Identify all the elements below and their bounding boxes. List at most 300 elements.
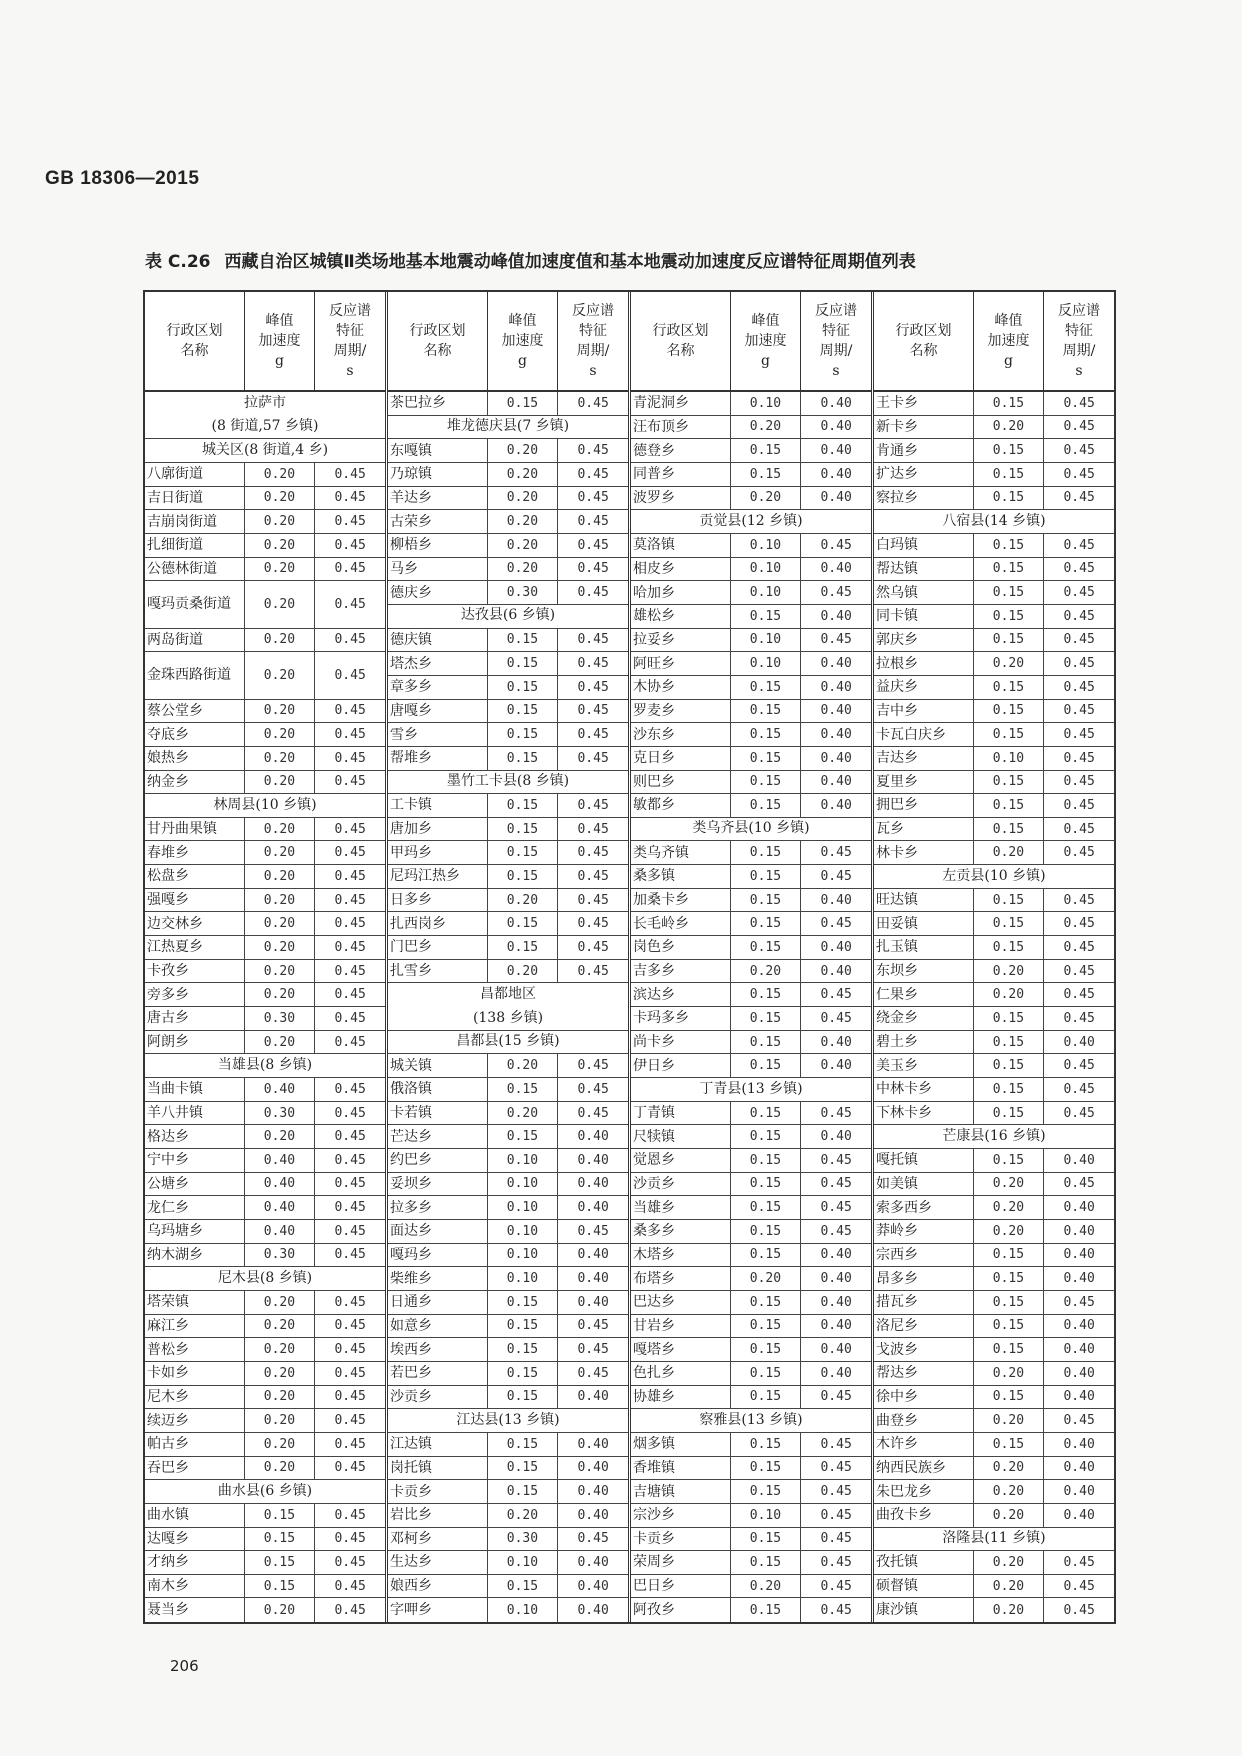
division-name: 拉妥乡 xyxy=(631,629,731,652)
division-name: 边交林乡 xyxy=(145,912,245,935)
table-row xyxy=(874,463,1114,487)
division-name: 城关镇 xyxy=(388,1054,488,1077)
peak-acceleration: 0.20 xyxy=(245,747,316,770)
table-row xyxy=(145,936,385,960)
table-row xyxy=(145,1031,385,1055)
division-name: 木协乡 xyxy=(631,676,731,699)
table-row xyxy=(388,558,628,582)
characteristic-period: 0.45 xyxy=(334,1413,366,1429)
peak-acceleration: 0.15 xyxy=(731,889,802,912)
region-group-label: 达孜县(6 乡镇) xyxy=(460,607,556,624)
division-name: 烟多镇 xyxy=(631,1433,731,1456)
peak-acceleration: 0.15 xyxy=(245,1528,316,1551)
characteristic-period: 0.40 xyxy=(577,1271,609,1287)
region-group-row xyxy=(874,510,1114,534)
division-name: 相皮乡 xyxy=(631,558,731,581)
table-row xyxy=(145,652,385,699)
characteristic-period: 0.40 xyxy=(577,1507,609,1523)
characteristic-period: 0.45 xyxy=(820,1010,852,1026)
table-row xyxy=(874,676,1114,700)
characteristic-period: 0.45 xyxy=(820,845,852,861)
division-name: 娘热乡 xyxy=(145,747,245,770)
peak-acceleration: 0.15 xyxy=(731,1315,802,1338)
table-row xyxy=(388,960,628,984)
characteristic-period: 0.45 xyxy=(577,1105,609,1121)
characteristic-period: 0.40 xyxy=(820,466,852,482)
table-row xyxy=(874,1598,1114,1622)
characteristic-period: 0.45 xyxy=(820,632,852,648)
characteristic-period: 0.40 xyxy=(577,1460,609,1476)
table-row xyxy=(145,558,385,582)
peak-acceleration: 0.20 xyxy=(245,865,316,888)
division-name: 扎雪乡 xyxy=(388,960,488,983)
division-name: 嘎塔乡 xyxy=(631,1338,731,1361)
characteristic-period: 0.40 xyxy=(820,1271,852,1287)
table-row xyxy=(874,1196,1114,1220)
peak-acceleration: 0.20 xyxy=(974,960,1045,983)
table-row xyxy=(631,1054,871,1078)
peak-acceleration: 0.20 xyxy=(488,534,559,557)
peak-acceleration: 0.15 xyxy=(974,1149,1045,1172)
characteristic-period: 0.45 xyxy=(1063,1578,1095,1594)
table-row xyxy=(631,1575,871,1599)
characteristic-period: 0.45 xyxy=(1063,395,1095,411)
characteristic-period: 0.45 xyxy=(820,1176,852,1192)
division-name: 普松乡 xyxy=(145,1338,245,1361)
table-row xyxy=(631,392,871,416)
table-row xyxy=(631,1173,871,1197)
peak-acceleration: 0.20 xyxy=(245,1386,316,1409)
table-column xyxy=(871,292,1114,1622)
division-name: 尼玛江热乡 xyxy=(388,865,488,888)
peak-acceleration: 0.15 xyxy=(488,392,559,415)
table-row xyxy=(388,1598,628,1622)
table-row xyxy=(874,1504,1114,1528)
peak-acceleration: 0.15 xyxy=(731,1102,802,1125)
division-name: 当雄乡 xyxy=(631,1196,731,1219)
characteristic-period: 0.40 xyxy=(820,656,852,672)
table-row xyxy=(388,1528,628,1552)
peak-acceleration: 0.20 xyxy=(245,960,316,983)
characteristic-period: 0.45 xyxy=(334,537,366,553)
table-row xyxy=(631,652,871,676)
peak-acceleration: 0.20 xyxy=(488,487,559,510)
table-row xyxy=(145,510,385,534)
peak-acceleration: 0.15 xyxy=(731,700,802,723)
peak-acceleration: 0.15 xyxy=(974,1433,1045,1456)
table-row xyxy=(145,912,385,936)
peak-acceleration: 0.15 xyxy=(488,912,559,935)
peak-acceleration: 0.20 xyxy=(731,487,802,510)
table-title xyxy=(145,247,930,272)
table-row xyxy=(388,889,628,913)
characteristic-period: 0.45 xyxy=(334,596,366,612)
region-group-label: 芒康县(16 乡镇) xyxy=(942,1127,1046,1144)
table-row xyxy=(874,629,1114,653)
characteristic-period: 0.45 xyxy=(1063,1294,1095,1310)
characteristic-period: 0.45 xyxy=(820,1152,852,1168)
division-name: 卡孜乡 xyxy=(145,960,245,983)
peak-acceleration: 0.15 xyxy=(974,629,1045,652)
region-group-label: 类乌齐县(10 乡镇) xyxy=(692,820,810,837)
peak-acceleration: 0.20 xyxy=(731,1267,802,1290)
table-row xyxy=(874,1409,1114,1433)
division-name: 木许乡 xyxy=(874,1433,974,1456)
characteristic-period: 0.45 xyxy=(820,1460,852,1476)
region-group-row xyxy=(874,865,1114,889)
table-row xyxy=(874,416,1114,440)
division-name: 扩达乡 xyxy=(874,463,974,486)
peak-acceleration: 0.20 xyxy=(488,889,559,912)
table-row xyxy=(388,1149,628,1173)
seismic-parameter-table xyxy=(143,290,1116,1624)
division-name: 如美镇 xyxy=(874,1173,974,1196)
table-caption: 西藏自治区城镇Ⅱ类场地基本地震动峰值加速度值和基本地震动加速度反应谱特征周期值列表 xyxy=(224,252,916,272)
division-name: 帕古乡 xyxy=(145,1433,245,1456)
table-row xyxy=(145,1433,385,1457)
table-row xyxy=(874,1220,1114,1244)
table-row xyxy=(874,1362,1114,1386)
region-group-row xyxy=(145,439,385,463)
peak-acceleration: 0.15 xyxy=(731,1386,802,1409)
peak-acceleration: 0.15 xyxy=(974,581,1045,604)
division-name: 唐古乡 xyxy=(145,1007,245,1030)
header-peak-acceleration: 峰值 加速度 g xyxy=(245,292,315,390)
characteristic-period: 0.45 xyxy=(577,656,609,672)
characteristic-period: 0.45 xyxy=(334,774,366,790)
table-row xyxy=(388,392,628,416)
division-name: 觉恩乡 xyxy=(631,1149,731,1172)
characteristic-period: 0.45 xyxy=(577,443,609,459)
characteristic-period: 0.45 xyxy=(334,490,366,506)
peak-acceleration: 0.15 xyxy=(731,1244,802,1267)
table-row xyxy=(388,581,628,605)
peak-acceleration: 0.15 xyxy=(974,794,1045,817)
table-row xyxy=(874,983,1114,1007)
division-name: 敏都乡 xyxy=(631,794,731,817)
peak-acceleration: 0.10 xyxy=(731,392,802,415)
table-row xyxy=(145,960,385,984)
peak-acceleration: 0.20 xyxy=(245,1031,316,1054)
table-row xyxy=(388,629,628,653)
characteristic-period: 0.45 xyxy=(1063,845,1095,861)
region-group-label: 拉萨市 xyxy=(244,394,286,411)
characteristic-period: 0.45 xyxy=(820,1578,852,1594)
peak-acceleration: 0.40 xyxy=(245,1149,316,1172)
division-name: 邓柯乡 xyxy=(388,1528,488,1551)
table-row xyxy=(631,1315,871,1339)
table-row xyxy=(631,1480,871,1504)
table-row xyxy=(388,1054,628,1078)
division-name: 约巴乡 xyxy=(388,1149,488,1172)
characteristic-period: 0.45 xyxy=(334,1152,366,1168)
characteristic-period: 0.45 xyxy=(820,1436,852,1452)
characteristic-period: 0.45 xyxy=(1063,679,1095,695)
table-row xyxy=(145,865,385,889)
peak-acceleration: 0.20 xyxy=(974,1173,1045,1196)
peak-acceleration: 0.20 xyxy=(731,960,802,983)
characteristic-period: 0.45 xyxy=(334,1223,366,1239)
characteristic-period: 0.45 xyxy=(577,939,609,955)
division-name: 嘎托镇 xyxy=(874,1149,974,1172)
region-group-label: 贡觉县(12 乡镇) xyxy=(699,512,803,529)
peak-acceleration: 0.15 xyxy=(731,1433,802,1456)
peak-acceleration: 0.15 xyxy=(245,1504,316,1527)
table-row xyxy=(388,463,628,487)
division-name: 帮达镇 xyxy=(874,558,974,581)
characteristic-period: 0.40 xyxy=(577,1554,609,1570)
header-name: 行政区划 名称 xyxy=(145,292,245,390)
characteristic-period: 0.45 xyxy=(334,1389,366,1405)
peak-acceleration: 0.15 xyxy=(731,439,802,462)
division-name: 吉达乡 xyxy=(874,747,974,770)
peak-acceleration: 0.20 xyxy=(488,1504,559,1527)
characteristic-period: 0.40 xyxy=(577,1294,609,1310)
region-group-label: 丁青县(13 乡镇) xyxy=(699,1080,803,1097)
peak-acceleration: 0.15 xyxy=(731,865,802,888)
division-name: 茶巴拉乡 xyxy=(388,392,488,415)
peak-acceleration: 0.15 xyxy=(488,1338,559,1361)
characteristic-period: 0.45 xyxy=(820,1389,852,1405)
table-row xyxy=(388,1551,628,1575)
peak-acceleration: 0.10 xyxy=(488,1149,559,1172)
peak-acceleration: 0.20 xyxy=(245,723,316,746)
table-row xyxy=(145,1362,385,1386)
division-name: 肯通乡 xyxy=(874,439,974,462)
table-row xyxy=(388,1362,628,1386)
table-row xyxy=(145,629,385,653)
peak-acceleration: 0.20 xyxy=(245,700,316,723)
division-name: 扎玉镇 xyxy=(874,936,974,959)
peak-acceleration: 0.20 xyxy=(488,960,559,983)
region-group-row xyxy=(388,983,628,1030)
peak-acceleration: 0.20 xyxy=(245,841,316,864)
characteristic-period: 0.45 xyxy=(577,632,609,648)
characteristic-period: 0.40 xyxy=(1063,1223,1095,1239)
table-column xyxy=(628,292,871,1622)
characteristic-period: 0.45 xyxy=(577,892,609,908)
characteristic-period: 0.45 xyxy=(577,585,609,601)
peak-acceleration: 0.10 xyxy=(488,1551,559,1574)
peak-acceleration: 0.15 xyxy=(488,1457,559,1480)
table-row xyxy=(145,1220,385,1244)
characteristic-period: 0.40 xyxy=(820,727,852,743)
division-name: 加桑卡乡 xyxy=(631,889,731,912)
peak-acceleration: 0.15 xyxy=(974,1267,1045,1290)
division-name: 协雄乡 xyxy=(631,1386,731,1409)
peak-acceleration: 0.15 xyxy=(488,1480,559,1503)
table-row xyxy=(874,1575,1114,1599)
division-name: 类乌齐镇 xyxy=(631,841,731,864)
characteristic-period: 0.40 xyxy=(577,1176,609,1192)
table-row xyxy=(388,841,628,865)
table-row xyxy=(145,700,385,724)
table-row xyxy=(145,1409,385,1433)
table-row xyxy=(874,700,1114,724)
table-row xyxy=(145,1528,385,1552)
division-name: 同卡镇 xyxy=(874,605,974,628)
table-row xyxy=(388,818,628,842)
characteristic-period: 0.45 xyxy=(334,1507,366,1523)
table-row xyxy=(874,723,1114,747)
peak-acceleration: 0.30 xyxy=(245,1244,316,1267)
characteristic-period: 0.45 xyxy=(1063,750,1095,766)
peak-acceleration: 0.30 xyxy=(488,1528,559,1551)
peak-acceleration: 0.15 xyxy=(488,1362,559,1385)
division-name: 戈波乡 xyxy=(874,1338,974,1361)
table-row xyxy=(145,463,385,487)
characteristic-period: 0.45 xyxy=(334,1200,366,1216)
division-name: 克日乡 xyxy=(631,747,731,770)
table-row xyxy=(874,1267,1114,1291)
peak-acceleration: 0.20 xyxy=(731,1575,802,1598)
region-group-row xyxy=(388,1031,628,1055)
division-name: 若巴乡 xyxy=(388,1362,488,1385)
division-name: 曲水镇 xyxy=(145,1504,245,1527)
division-name: 柴维乡 xyxy=(388,1267,488,1290)
division-name: 唐嘎乡 xyxy=(388,700,488,723)
characteristic-period: 0.45 xyxy=(820,916,852,932)
division-name: 阿朗乡 xyxy=(145,1031,245,1054)
division-name: 吉塘镇 xyxy=(631,1480,731,1503)
table-row xyxy=(388,1504,628,1528)
page-number: 206 xyxy=(170,1657,199,1675)
division-name: 麻江乡 xyxy=(145,1315,245,1338)
division-name: 雄松乡 xyxy=(631,605,731,628)
division-name: 尚卡乡 xyxy=(631,1031,731,1054)
characteristic-period: 0.45 xyxy=(1063,821,1095,837)
division-name: 卡瓦白庆乡 xyxy=(874,723,974,746)
peak-acceleration: 0.15 xyxy=(974,1054,1045,1077)
peak-acceleration: 0.20 xyxy=(245,463,316,486)
peak-acceleration: 0.15 xyxy=(974,487,1045,510)
division-name: 公德林街道 xyxy=(145,558,245,581)
characteristic-period: 0.45 xyxy=(334,868,366,884)
table-row xyxy=(388,912,628,936)
characteristic-period: 0.40 xyxy=(1063,1460,1095,1476)
characteristic-period: 0.45 xyxy=(577,868,609,884)
characteristic-period: 0.45 xyxy=(334,1460,366,1476)
peak-acceleration: 0.10 xyxy=(488,1267,559,1290)
division-name: 乃琼镇 xyxy=(388,463,488,486)
peak-acceleration: 0.15 xyxy=(974,723,1045,746)
division-name: 吉崩岗街道 xyxy=(145,510,245,533)
peak-acceleration: 0.15 xyxy=(731,1362,802,1385)
table-row xyxy=(145,1149,385,1173)
division-name: 卡如乡 xyxy=(145,1362,245,1385)
region-group-label: 八宿县(14 乡镇) xyxy=(942,512,1046,529)
division-name: 则巴乡 xyxy=(631,771,731,794)
division-name: 松盘乡 xyxy=(145,865,245,888)
peak-acceleration: 0.20 xyxy=(245,1433,316,1456)
table-row xyxy=(631,1125,871,1149)
characteristic-period: 0.40 xyxy=(1063,1389,1095,1405)
peak-acceleration: 0.15 xyxy=(731,1031,802,1054)
peak-acceleration: 0.10 xyxy=(731,558,802,581)
peak-acceleration: 0.20 xyxy=(245,1291,316,1314)
table-row xyxy=(145,1173,385,1197)
division-name: 尺犊镇 xyxy=(631,1125,731,1148)
characteristic-period: 0.45 xyxy=(334,1081,366,1097)
table-row xyxy=(631,1433,871,1457)
characteristic-period: 0.45 xyxy=(1063,656,1095,672)
table-row xyxy=(388,936,628,960)
characteristic-period: 0.45 xyxy=(334,821,366,837)
table-row xyxy=(874,534,1114,558)
peak-acceleration: 0.15 xyxy=(974,1031,1045,1054)
characteristic-period: 0.40 xyxy=(820,797,852,813)
characteristic-period: 0.45 xyxy=(334,1602,366,1618)
division-name: 林卡乡 xyxy=(874,841,974,864)
table-row xyxy=(631,629,871,653)
header-characteristic-period: 反应谱 特征 周期/ s xyxy=(1058,303,1100,379)
characteristic-period: 0.45 xyxy=(577,916,609,932)
division-name: 唐加乡 xyxy=(388,818,488,841)
characteristic-period: 0.45 xyxy=(334,1034,366,1050)
peak-acceleration: 0.15 xyxy=(974,818,1045,841)
table-row xyxy=(631,841,871,865)
table-row xyxy=(388,1386,628,1410)
characteristic-period: 0.45 xyxy=(334,1294,366,1310)
peak-acceleration: 0.20 xyxy=(974,983,1045,1006)
table-row xyxy=(874,960,1114,984)
division-name: 芒达乡 xyxy=(388,1125,488,1148)
characteristic-period: 0.45 xyxy=(1063,1176,1095,1192)
table-row xyxy=(388,794,628,818)
peak-acceleration: 0.15 xyxy=(488,1386,559,1409)
region-group-row xyxy=(145,794,385,818)
division-name: 门巴乡 xyxy=(388,936,488,959)
table-row xyxy=(631,1551,871,1575)
peak-acceleration: 0.15 xyxy=(731,1220,802,1243)
division-name: 丁青镇 xyxy=(631,1102,731,1125)
peak-acceleration: 0.10 xyxy=(974,747,1045,770)
division-name: 娘西乡 xyxy=(388,1575,488,1598)
table-row xyxy=(874,558,1114,582)
division-name: 桑多镇 xyxy=(631,865,731,888)
characteristic-period: 0.40 xyxy=(1063,1365,1095,1381)
division-name: 八廓街道 xyxy=(145,463,245,486)
peak-acceleration: 0.30 xyxy=(488,581,559,604)
table-row xyxy=(388,1078,628,1102)
characteristic-period: 0.40 xyxy=(820,1034,852,1050)
table-row xyxy=(388,1102,628,1126)
characteristic-period: 0.45 xyxy=(1063,1105,1095,1121)
characteristic-period: 0.40 xyxy=(577,1389,609,1405)
peak-acceleration: 0.15 xyxy=(731,1457,802,1480)
table-row xyxy=(874,1031,1114,1055)
table-row xyxy=(631,676,871,700)
region-group-label: 洛隆县(11 乡镇) xyxy=(942,1530,1046,1546)
division-name: 德庆乡 xyxy=(388,581,488,604)
characteristic-period: 0.40 xyxy=(820,490,852,506)
characteristic-period: 0.45 xyxy=(1063,490,1095,506)
division-name: 宗西乡 xyxy=(874,1244,974,1267)
characteristic-period: 0.45 xyxy=(820,987,852,1003)
table-row xyxy=(874,1244,1114,1268)
characteristic-period: 0.45 xyxy=(577,727,609,743)
header-peak-acceleration: 峰值 加速度 g xyxy=(488,292,558,390)
characteristic-period: 0.45 xyxy=(1063,443,1095,459)
region-group-label: 当雄县(8 乡镇) xyxy=(217,1056,313,1073)
table-row xyxy=(631,605,871,629)
characteristic-period: 0.45 xyxy=(334,514,366,530)
division-name: 荣周乡 xyxy=(631,1551,731,1574)
division-name: 春堆乡 xyxy=(145,841,245,864)
peak-acceleration: 0.15 xyxy=(488,676,559,699)
division-name: 新卡乡 xyxy=(874,416,974,439)
characteristic-period: 0.45 xyxy=(334,845,366,861)
